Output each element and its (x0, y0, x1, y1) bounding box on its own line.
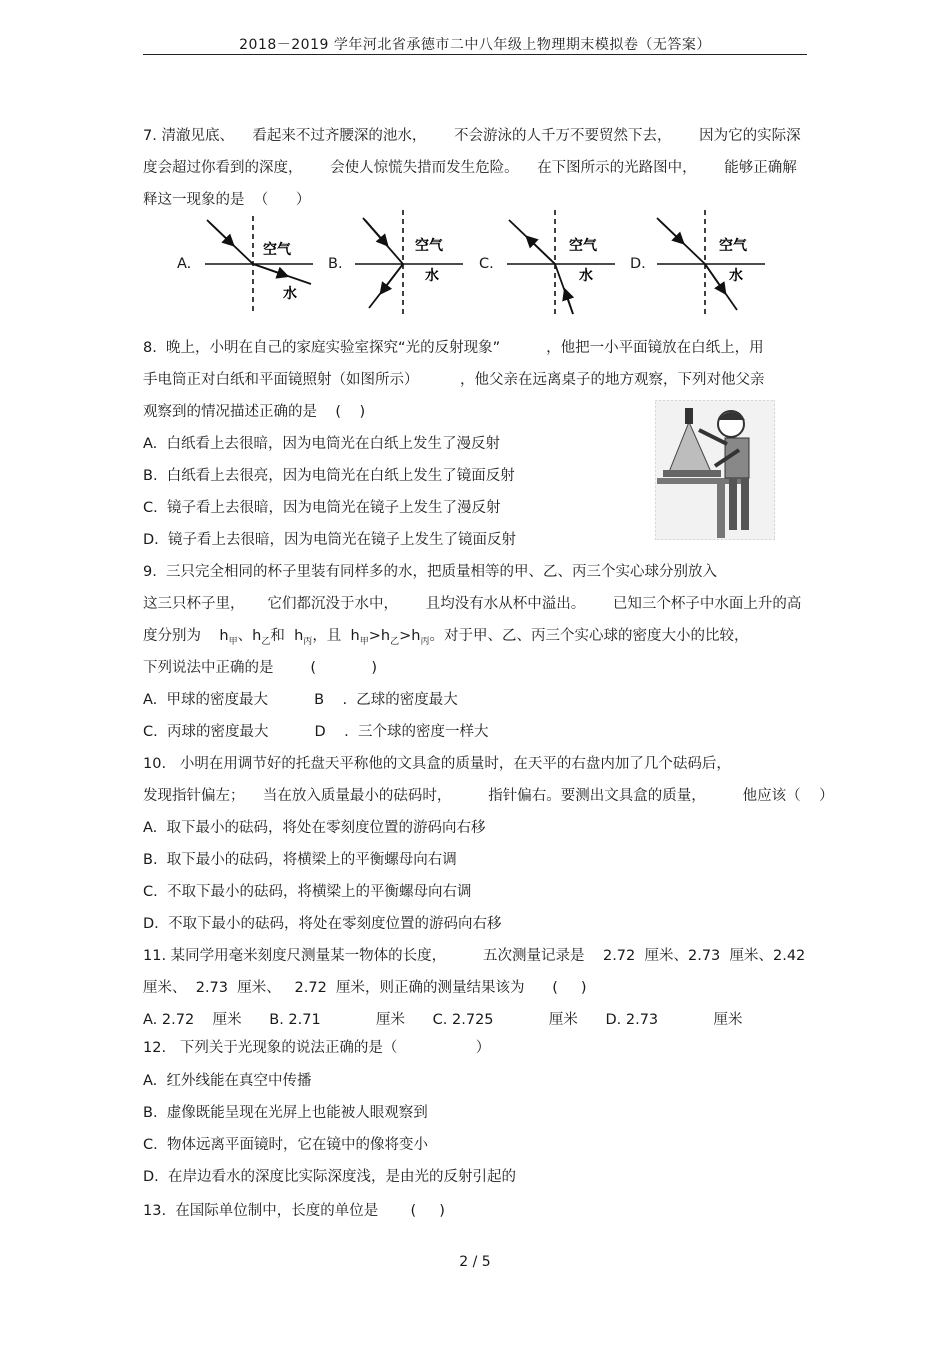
q9-text: >h (399, 628, 421, 644)
q7-option-a-label: A. (177, 256, 192, 272)
q9-sub: 丙 (420, 636, 430, 647)
q12-option-b: B. 虚像既能呈现在光屏上也能被人眼观察到 (143, 1105, 428, 1121)
q7-c-water-label: 水 (579, 268, 593, 284)
q10-option-b: B. 取下最小的砝码，将横梁上的平衡螺母向右调 (143, 852, 457, 868)
q9-sub: 丙 (303, 636, 313, 647)
q7-diagram-b (351, 210, 471, 315)
q8-option-c: C. 镜子看上去很暗，因为电筒光在镜子上发生了漫反射 (143, 500, 501, 516)
q12-option-c: C. 物体远离平面镜时，它在镜中的像将变小 (143, 1137, 428, 1153)
q8-line-3: 观察到的情况描述正确的是 ( ) (143, 404, 366, 420)
q9-text: 和 h (270, 628, 304, 644)
q11-line-2: 厘米、 2.73 厘米、 2.72 厘米，则正确的测量结果该为 ( ) (143, 980, 587, 996)
q9-text: >h (368, 628, 391, 644)
q10-option-a: A. 取下最小的砝码，将处在零刻度位置的游码向右移 (143, 820, 486, 836)
q9-sub: 甲 (359, 636, 369, 647)
q7-line-2: 度会超过你看到的深度， 会使人惊慌失措而发生危险。 在下图所示的光路图中， 能够正确解 (143, 160, 797, 176)
q9-text: ，且 h (312, 628, 360, 644)
q7-option-b-label: B. (328, 256, 343, 272)
q9-line-3 (143, 626, 748, 652)
q10-line-2: 发现指针偏左； 当在放入质量最小的砝码时， 指针偏右。要测出文具盒的质量， 他应该（ ） (143, 788, 834, 804)
q12-option-d: D. 在岸边看水的深度比实际深度浅，是由光的反射引起的 (143, 1169, 516, 1185)
q9-sub: 甲 (228, 636, 238, 647)
q9-line-1: 9. 三只完全相同的杯子里装有同样多的水，把质量相等的甲、乙、丙三个实心球分别放入 (143, 564, 718, 580)
q7-a-water-label: 水 (283, 286, 297, 302)
q9-text: 、h (237, 628, 262, 644)
header-divider (143, 54, 807, 55)
q11-options: A. 2.72 厘米 B. 2.71 厘米 C. 2.725 厘米 D. 2.73 厘米 (143, 1012, 743, 1028)
q9-options-cd: C. 丙球的密度最大 D . 三个球的密度一样大 (143, 724, 489, 740)
q12-option-a: A. 红外线能在真空中传播 (143, 1073, 312, 1089)
q7-line-3: 释这一现象的是 （ ） (143, 192, 311, 208)
q7-b-air-label: 空气 (415, 238, 443, 254)
q7-light-path-diagrams (143, 210, 807, 320)
q9-sub: 乙 (390, 636, 400, 647)
q7-b-water-label: 水 (425, 268, 439, 284)
q11-line-1: 11. 某同学用毫米刻度尺测量某一物体的长度， 五次测量记录是 2.72 厘米、2.73 厘米、2.42 (143, 948, 806, 964)
q7-diagram-c (503, 210, 623, 315)
page-header: 2018－2019 学年河北省承德市二中八年级上物理期末模拟卷（无答案） (239, 37, 711, 53)
q10-line-1: 10. 小明在用调节好的托盘天平称他的文具盒的质量时，在天平的右盘内加了几个砝码后， (143, 756, 731, 772)
q9-line-4: 下列说法中正确的是 ( ) (143, 660, 377, 676)
q8-boy-flashlight-illustration (655, 400, 775, 540)
q12-line-1: 12. 下列关于光现象的说法正确的是（ ） (143, 1040, 491, 1056)
q13-line-1: 13. 在国际单位制中，长度的单位是 ( ) (143, 1203, 445, 1219)
page-number: 2 / 5 (459, 1254, 491, 1270)
q8-option-b: B. 白纸看上去很亮，因为电筒光在白纸上发生了镜面反射 (143, 468, 515, 484)
q8-line-2: 手电筒正对白纸和平面镜照射（如图所示） ，他父亲在远离桌子的地方观察，下列对他父亲 (143, 372, 765, 388)
q7-d-water-label: 水 (729, 268, 743, 284)
q7-line-1: 7. 清澈见底、 看起来不过齐腰深的池水， 不会游泳的人千万不要贸然下去， 因为它的实际深 (143, 128, 801, 144)
q9-options-ab: A. 甲球的密度最大 B . 乙球的密度最大 (143, 692, 458, 708)
q7-option-d-label: D. (630, 256, 646, 272)
q8-line-1: 8. 晚上，小明在自己的家庭实验室探究“光的反射现象” ，他把一小平面镜放在白纸上，用 (143, 340, 764, 356)
q9-text: 度分别为 h (143, 628, 229, 644)
q7-a-air-label: 空气 (263, 242, 291, 258)
q7-diagram-a (201, 210, 321, 315)
q7-c-air-label: 空气 (569, 238, 597, 254)
q9-text: 。对于甲、乙、丙三个实心球的密度大小的比较， (429, 628, 749, 644)
q9-line-2: 这三只杯子里， 它们都沉没于水中， 且均没有水从杯中溢出。 已知三个杯子中水面上升的高 (143, 596, 802, 612)
q7-option-c-label: C. (479, 256, 494, 272)
q10-option-c: C. 不取下最小的砝码，将横梁上的平衡螺母向右调 (143, 884, 472, 900)
q8-option-d: D. 镜子看上去很暗，因为电筒光在镜子上发生了镜面反射 (143, 532, 516, 548)
q8-option-a: A. 白纸看上去很暗，因为电筒光在白纸上发生了漫反射 (143, 436, 500, 452)
q7-d-air-label: 空气 (719, 238, 747, 254)
q7-diagram-d (653, 210, 773, 315)
q10-option-d: D. 不取下最小的砝码，将处在零刻度位置的游码向右移 (143, 916, 502, 932)
q9-sub: 乙 (261, 636, 271, 647)
